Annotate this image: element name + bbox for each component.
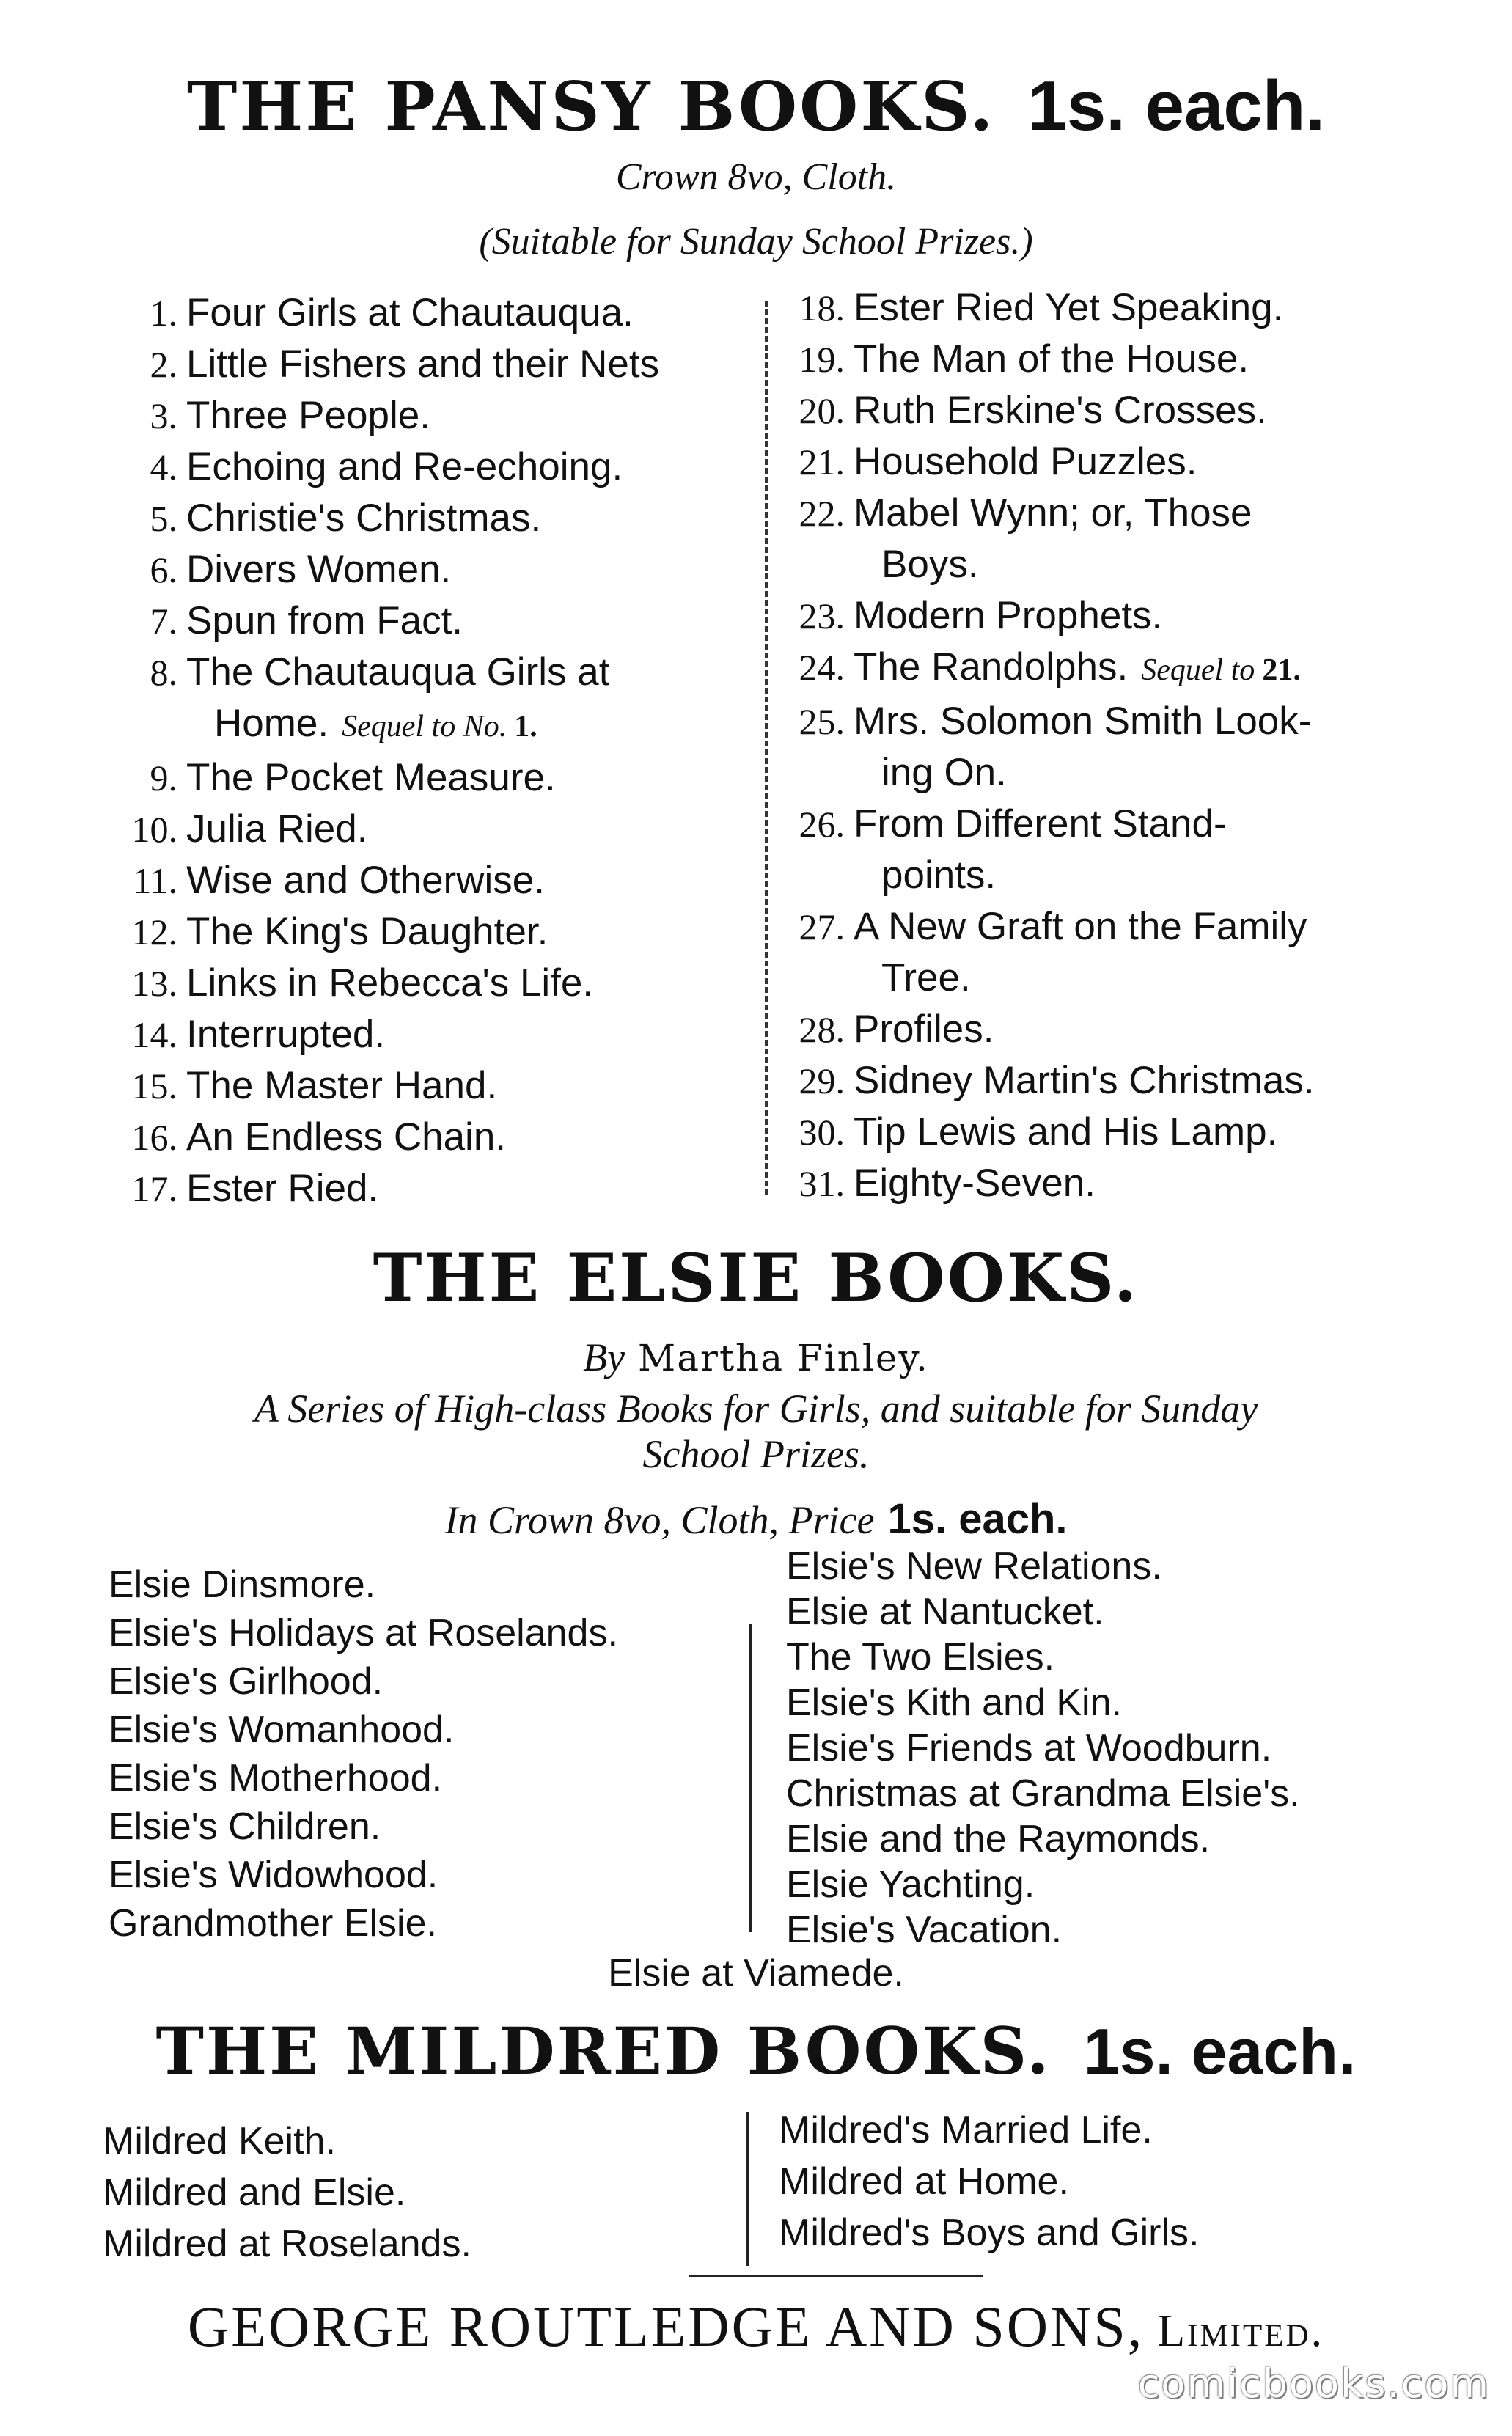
book-list-item xyxy=(785,1158,1315,1209)
pansy-note: (Suitable for Sunday School Prizes.) xyxy=(479,221,1033,263)
pansy-heading xyxy=(0,66,1512,147)
book-list-item xyxy=(785,539,1315,590)
book-number: 7. xyxy=(150,601,177,642)
book-title: Boys. xyxy=(881,543,979,586)
book-list-item xyxy=(117,441,659,493)
book-list-item xyxy=(117,647,659,698)
book-title: The Chautauqua Girls at xyxy=(186,650,610,694)
book-list-item xyxy=(117,1060,659,1112)
book-list-item: Mildred's Boys and Girls. xyxy=(779,2212,1200,2254)
book-list-item xyxy=(785,850,1315,901)
publisher-limited: Limited. xyxy=(1157,2306,1325,2356)
book-list-item: Elsie's Holidays at Roselands. xyxy=(109,1612,618,1654)
book-list-item xyxy=(785,385,1315,436)
book-title: From Different Stand- xyxy=(854,802,1227,845)
watermark-text: comicbooks.com xyxy=(1137,2360,1490,2407)
book-title: Ester Ried. xyxy=(186,1167,379,1210)
book-title: Tip Lewis and His Lamp. xyxy=(854,1110,1278,1153)
book-title: Wise and Otherwise. xyxy=(186,859,545,902)
book-list-item: Mildred and Elsie. xyxy=(103,2171,406,2214)
book-number: 18. xyxy=(799,287,845,329)
book-list-item xyxy=(785,488,1315,539)
mildred-title: THE MILDRED BOOKS. xyxy=(155,2013,1052,2089)
elsie-column-divider xyxy=(749,1624,752,1932)
book-list-item: Elsie Dinsmore. xyxy=(109,1563,376,1606)
elsie-last-item: Elsie at Viamede. xyxy=(608,1952,904,1995)
book-list-item xyxy=(785,1107,1315,1158)
book-number: 29. xyxy=(799,1060,845,1101)
book-list-item: Elsie's Children. xyxy=(109,1805,381,1848)
book-number: 10. xyxy=(131,809,177,850)
book-list-item: Elsie Yachting. xyxy=(786,1863,1035,1906)
book-number: 17. xyxy=(131,1168,177,1209)
mildred-list-left xyxy=(103,2116,471,2270)
book-list-item xyxy=(117,390,659,441)
column-divider xyxy=(765,301,768,1195)
book-list-item: Grandmother Elsie. xyxy=(109,1902,437,1945)
book-title: Spun from Fact. xyxy=(186,599,463,642)
book-list-item xyxy=(785,747,1315,799)
book-list-item: Elsie's New Relations. xyxy=(786,1545,1162,1588)
book-title: Divers Women. xyxy=(186,548,452,591)
pansy-price: 1s. each. xyxy=(1027,67,1326,145)
book-list-item xyxy=(785,334,1315,385)
book-number: 16. xyxy=(131,1117,177,1158)
book-list-item xyxy=(117,595,659,647)
elsie-author: Martha Finley. xyxy=(638,1337,929,1379)
book-title: An Endless Chain. xyxy=(186,1115,507,1159)
elsie-list-left xyxy=(109,1560,618,1948)
book-list-item: Elsie and the Raymonds. xyxy=(786,1818,1211,1860)
book-title: The Master Hand. xyxy=(186,1064,498,1107)
book-title: Christie's Christmas. xyxy=(186,496,542,540)
book-list-item xyxy=(117,698,659,752)
book-list-item xyxy=(785,696,1315,747)
book-number: 26. xyxy=(799,804,845,845)
book-number: 14. xyxy=(131,1014,177,1055)
book-title: Mabel Wynn; or, Those xyxy=(854,491,1252,535)
elsie-price: 1s. each. xyxy=(887,1495,1068,1543)
book-list-item: Elsie's Kith and Kin. xyxy=(786,1681,1122,1724)
elsie-price-line xyxy=(0,1494,1512,1544)
sequel-number: 21. xyxy=(1262,653,1301,687)
book-list-item: Elsie's Girlhood. xyxy=(109,1660,383,1703)
book-number: 20. xyxy=(799,390,845,431)
book-list-item xyxy=(785,590,1315,642)
book-list-item: Elsie's Friends at Woodburn. xyxy=(786,1727,1272,1769)
book-number: 30. xyxy=(799,1112,845,1153)
publisher-line xyxy=(0,2294,1512,2360)
book-title: Little Fishers and their Nets xyxy=(186,342,660,386)
book-list-item: Elsie at Nantucket. xyxy=(786,1591,1104,1633)
pansy-format: Crown 8vo, Cloth. xyxy=(615,156,897,198)
book-list-item: Elsie's Womanhood. xyxy=(109,1709,455,1751)
book-number: 5. xyxy=(150,498,177,539)
book-list-item xyxy=(117,1112,659,1163)
book-number: 27. xyxy=(799,906,845,947)
elsie-format: In Crown 8vo, Cloth, Price xyxy=(444,1498,875,1542)
book-title: Eighty-Seven. xyxy=(854,1162,1096,1205)
book-list-item xyxy=(785,953,1315,1004)
elsie-by: By xyxy=(583,1335,625,1379)
book-list-item xyxy=(117,752,659,804)
book-title: Mrs. Solomon Smith Look- xyxy=(854,700,1312,743)
elsie-desc-2: School Prizes. xyxy=(642,1432,870,1476)
book-title: Julia Ried. xyxy=(186,807,368,851)
book-number: 2. xyxy=(150,344,177,385)
elsie-list-right xyxy=(786,1544,1300,1953)
book-title: Sidney Martin's Christmas. xyxy=(854,1059,1315,1102)
mildred-heading xyxy=(0,2013,1512,2089)
elsie-desc-1: A Series of High-class Books for Girls, and suitable for Sunday xyxy=(254,1387,1258,1431)
book-list-item xyxy=(785,436,1315,488)
book-number: 8. xyxy=(150,652,177,693)
book-title: The King's Daughter. xyxy=(186,910,548,953)
mildred-column-divider xyxy=(746,2112,749,2266)
elsie-title: THE ELSIE BOOKS. xyxy=(373,1239,1139,1317)
book-list-item xyxy=(117,855,659,906)
book-number: 3. xyxy=(150,395,177,436)
book-list-item xyxy=(785,1004,1315,1055)
book-list-item: The Two Elsies. xyxy=(786,1636,1055,1679)
book-title: Ruth Erskine's Crosses. xyxy=(854,389,1267,432)
book-list-item: Elsie's Vacation. xyxy=(786,1909,1063,1951)
book-number: 4. xyxy=(150,447,177,488)
book-title: points. xyxy=(881,854,997,897)
book-list-item xyxy=(785,1055,1315,1107)
book-title: Household Puzzles. xyxy=(854,440,1197,483)
book-title: The Pocket Measure. xyxy=(186,756,556,799)
book-title: The Man of the House. xyxy=(854,337,1249,381)
book-list-item: Mildred at Home. xyxy=(779,2160,1069,2203)
book-number: 23. xyxy=(799,595,845,636)
book-number: 13. xyxy=(131,963,177,1004)
book-number: 9. xyxy=(150,757,177,799)
book-list-item xyxy=(785,799,1315,850)
book-list-item xyxy=(117,287,659,339)
book-title: Modern Prophets. xyxy=(854,594,1163,637)
book-list-item: Mildred Keith. xyxy=(103,2120,336,2162)
book-list-item: Christmas at Grandma Elsie's. xyxy=(786,1772,1300,1815)
book-number: 24. xyxy=(799,647,845,688)
book-number: 31. xyxy=(799,1163,845,1204)
book-number: 15. xyxy=(131,1065,177,1107)
book-list-item xyxy=(117,804,659,855)
book-list-item xyxy=(117,958,659,1009)
publisher-name: GEORGE ROUTLEDGE AND SONS, xyxy=(187,2294,1145,2358)
elsie-heading xyxy=(0,1239,1512,1317)
book-title: Ester Ried Yet Speaking. xyxy=(854,286,1284,329)
book-title: Echoing and Re-echoing. xyxy=(186,445,623,488)
sequel-number: 1. xyxy=(514,710,537,744)
sequel-note: Sequel to No. xyxy=(342,710,507,744)
book-number: 12. xyxy=(131,911,177,953)
book-title: Four Girls at Chautauqua. xyxy=(186,291,634,334)
book-list-item: Elsie's Motherhood. xyxy=(109,1757,443,1800)
book-title: Profiles. xyxy=(854,1008,994,1051)
book-list-item xyxy=(785,282,1315,334)
book-title: Home. xyxy=(214,702,329,745)
book-number: 28. xyxy=(799,1009,845,1050)
book-title: ing On. xyxy=(881,751,1007,794)
book-list-item xyxy=(117,339,659,390)
book-title: The Randolphs. xyxy=(854,645,1129,689)
book-title: A New Graft on the Family xyxy=(854,905,1307,948)
book-number: 19. xyxy=(799,339,845,380)
book-title: Interrupted. xyxy=(186,1013,386,1056)
book-list-item: Elsie's Widowhood. xyxy=(109,1854,438,1896)
book-number: 25. xyxy=(799,701,845,742)
book-number: 1. xyxy=(150,293,177,334)
book-title: Tree. xyxy=(881,956,971,999)
book-list-item xyxy=(785,642,1315,696)
book-number: 21. xyxy=(799,441,845,483)
book-list-item xyxy=(117,1163,659,1214)
pansy-list-left xyxy=(117,287,659,1214)
book-number: 11. xyxy=(133,860,177,901)
book-list-item xyxy=(117,906,659,958)
book-number: 6. xyxy=(150,549,177,590)
book-list-item xyxy=(117,1009,659,1060)
book-list-item xyxy=(785,901,1315,953)
pansy-list-right xyxy=(785,282,1315,1209)
sequel-note: Sequel to xyxy=(1141,653,1255,687)
book-list-item: Mildred's Married Life. xyxy=(779,2109,1153,2151)
book-title: Links in Rebecca's Life. xyxy=(186,961,594,1005)
book-list-item xyxy=(117,544,659,595)
mildred-price: 1s. each. xyxy=(1083,2015,1357,2088)
mildred-list-right xyxy=(779,2105,1199,2259)
footer-rule xyxy=(689,2275,983,2277)
pansy-title: THE PANSY BOOKS. xyxy=(186,67,996,146)
book-number: 22. xyxy=(799,493,845,534)
book-list-item xyxy=(117,493,659,544)
book-title: Three People. xyxy=(186,394,430,437)
book-list-item: Mildred at Roselands. xyxy=(103,2223,471,2265)
elsie-byline xyxy=(0,1335,1512,1380)
